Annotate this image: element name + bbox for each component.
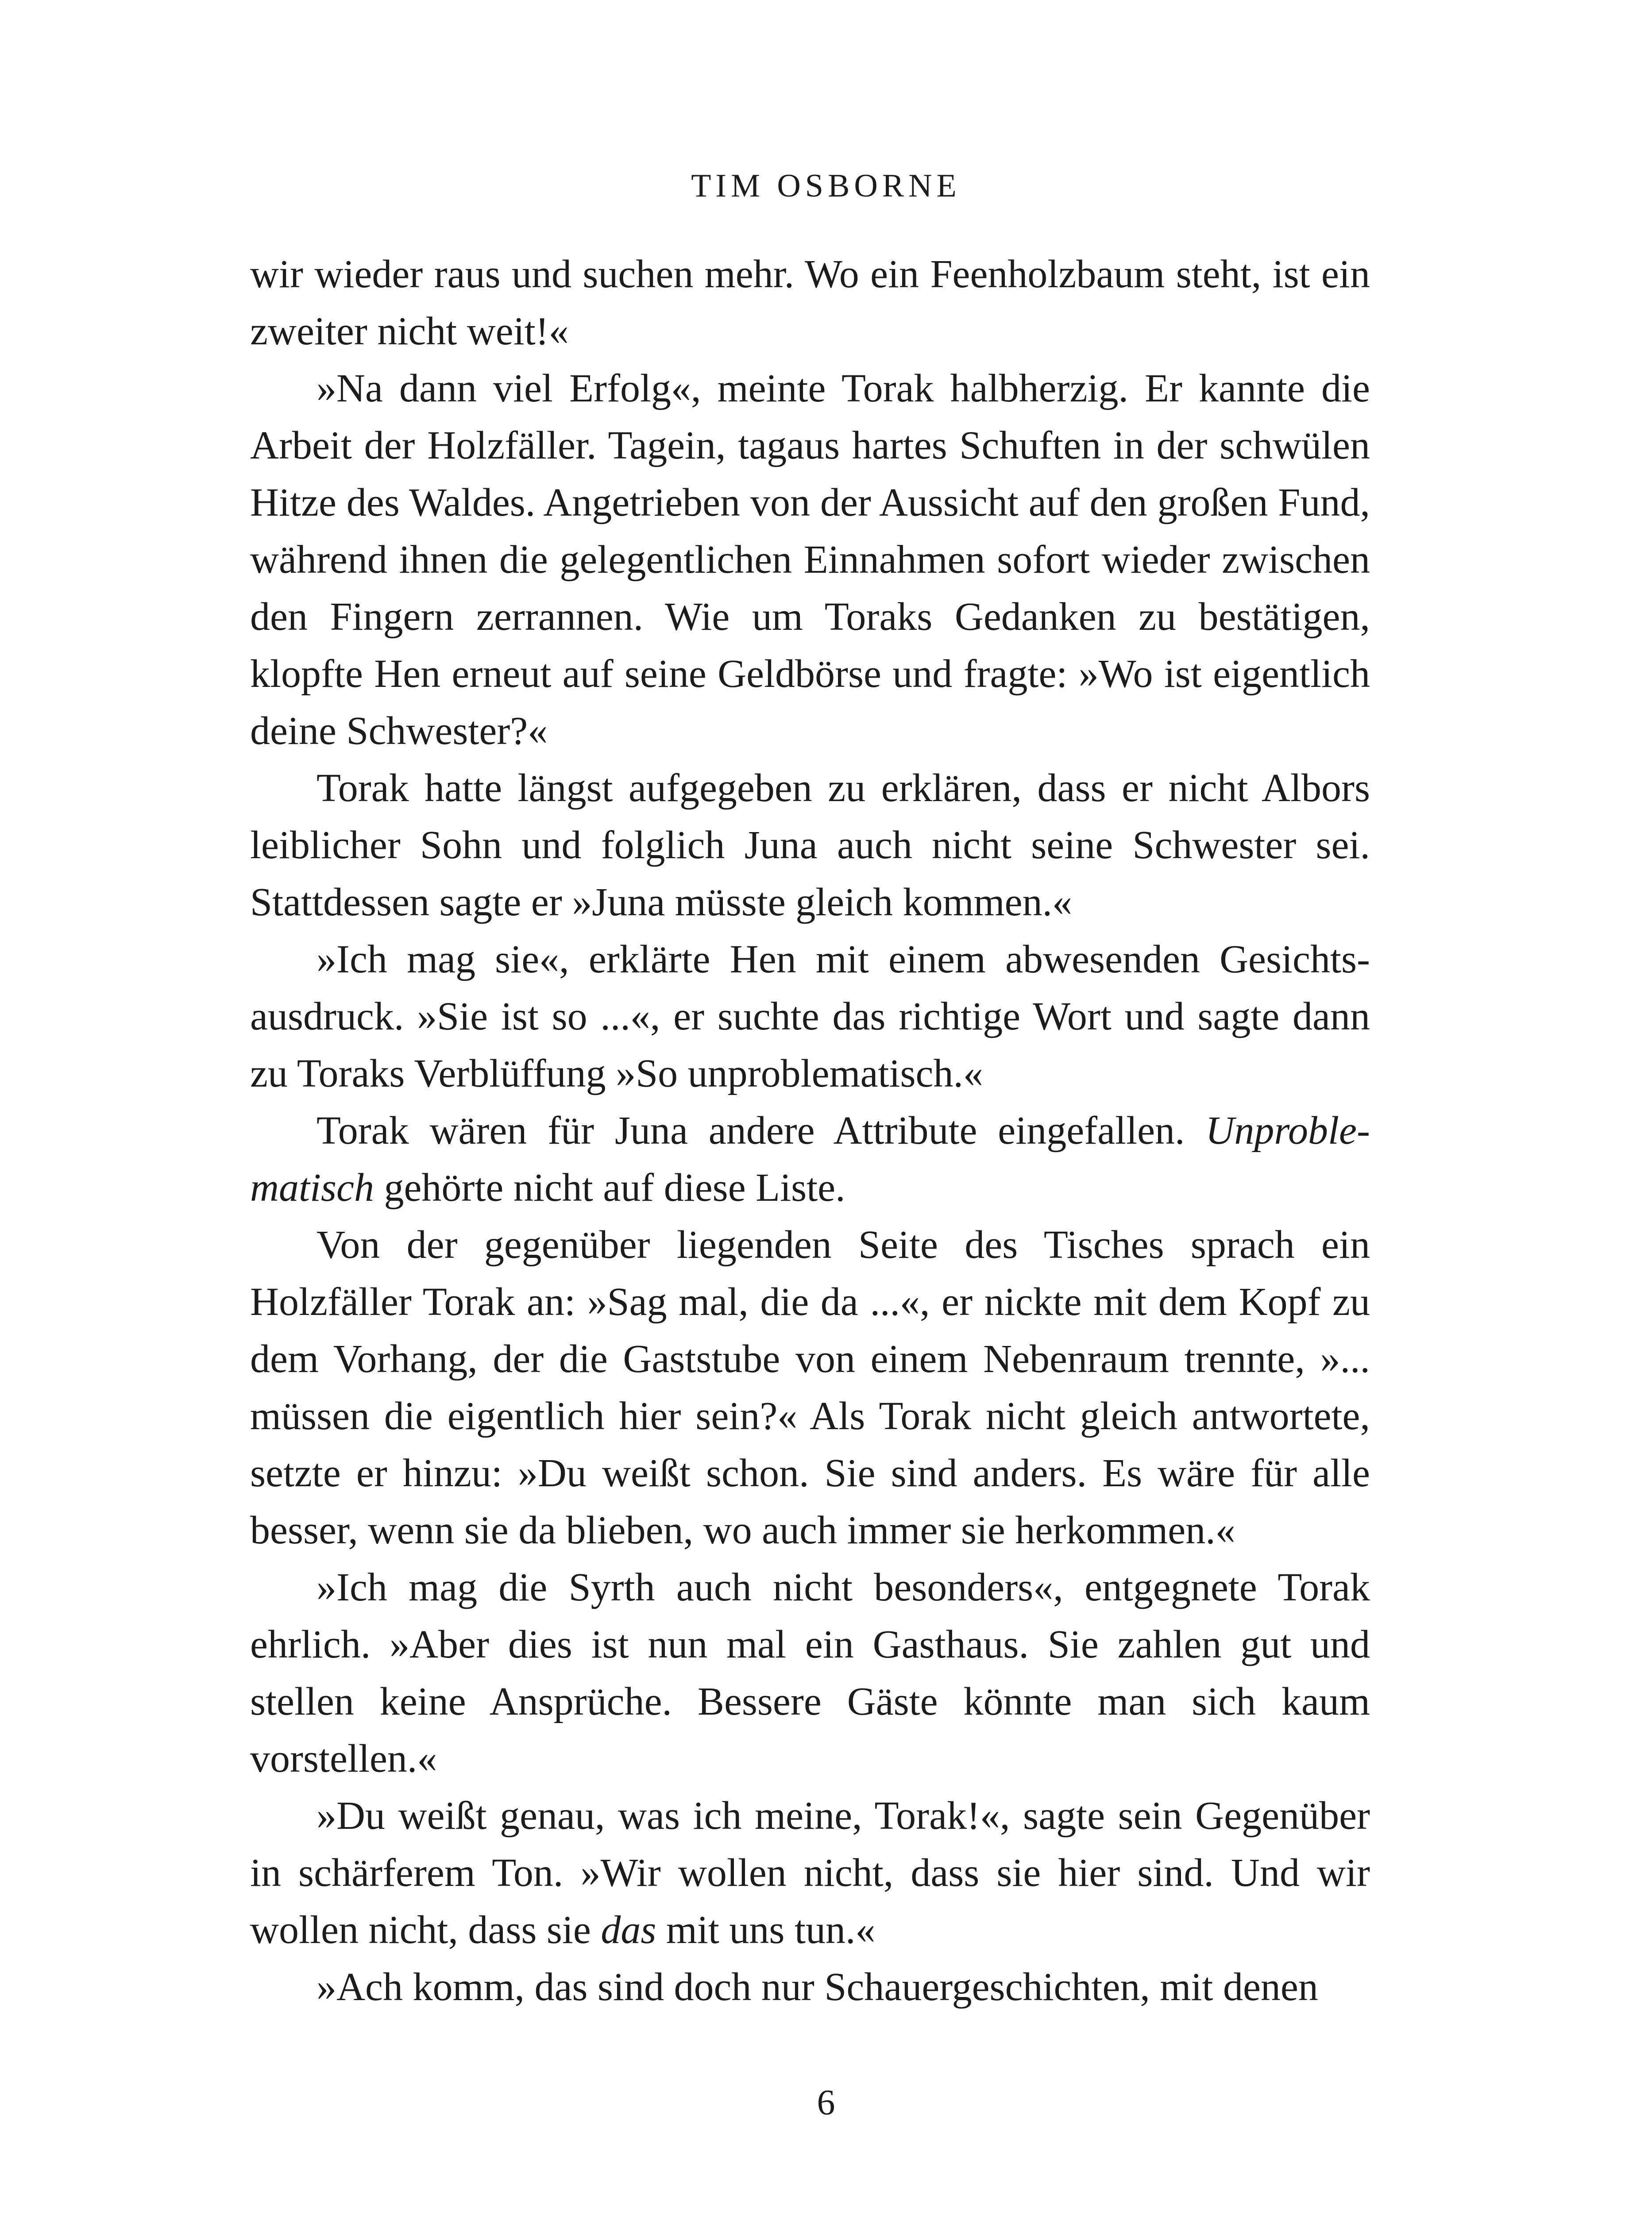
text-run: »Ich mag die Syrth auch nicht besonders«, entgegnete Torak ehrlich. »Aber dies ist nun mal ein Gasthaus. Sie zahlen gut und stellen keine Ansprüche. Bessere Gäste könnte man sich kaum vorstellen.« [250,1565,1370,1781]
text-run: Torak wären für Juna andere Attribute eingefallen. [317,1109,1206,1153]
paragraph [250,1216,1370,1559]
paragraph [250,360,1370,760]
italic-text: das [601,1908,656,1952]
text-run: Torak hatte längst aufgegeben zu erklären, dass er nicht Albors leiblicher Sohn und folglich Juna auch nicht seine Schwester sei. Stattdessen sagte er »Juna müsste gleich kommen.« [250,766,1370,924]
text-run: wir wieder raus und suchen mehr. Wo ein Feenholzbaum steht, ist ein zweiter nicht weit!« [250,252,1370,353]
text-run: »Du weißt genau, was ich meine, Torak!«, sagte sein Gegenüber in schärferem Ton. »Wir wollen nicht, dass sie hier sind. Und wir wollen nicht, dass sie [250,1794,1370,1952]
text-run: mit uns tun.« [656,1908,876,1952]
italic-text: Unproblematisch [250,1109,1370,1210]
text-run: »Ach komm, das sind doch nur Schauergeschichten, mit denen [317,1965,1318,2009]
paragraph [250,1959,1370,2016]
paragraph [250,1787,1370,1959]
page-number: 6 [817,2082,835,2122]
paragraph [250,760,1370,931]
paragraph [250,931,1370,1102]
paragraph [250,1559,1370,1787]
paragraph [250,1102,1370,1216]
body-text [250,246,1370,2016]
text-run: Von der gegenüber liegenden Seite des Tisches sprach ein Holzfäller Torak an: »Sag mal, die da ...«, er nickte mit dem Kopf zu dem Vorhang, der die Gaststube von einem Nebenraum trennte, »... müssen die eigentlich hier sein?« Als Torak nicht gleich antwortete, setzte er hinzu: »Du weißt schon. Sie sind anders. Es wäre für alle besser, wenn sie da blieben, wo auch immer sie herkommen.« [250,1223,1370,1552]
text-run: gehörte nicht auf diese Liste. [374,1166,845,1210]
running-head: TIM OSBORNE [691,168,961,204]
paragraph [250,246,1370,360]
text-run: »Na dann viel Erfolg«, meinte Torak halbherzig. Er kannte die Arbeit der Holzfäller. Tagein, tagaus hartes Schuften in der schwülen Hitze des Waldes. Angetrieben von der Aussicht auf den großen Fund, während ihnen die gelegentlichen Einnahmen sofort wieder zwischen den Fingern zerrannen. Wie um Toraks Gedanken zu bestätigen, klopfte Hen erneut auf seine Geldbörse und fragte: »Wo ist eigentlich deine Schwester?« [250,366,1370,753]
text-run: »Ich mag sie«, erklärte Hen mit einem abwesenden Gesichtsausdruck. »Sie ist so ...«, er suchte das richtige Wort und sagte dann zu Toraks Verblüffung »So unproblematisch.« [250,937,1370,1095]
